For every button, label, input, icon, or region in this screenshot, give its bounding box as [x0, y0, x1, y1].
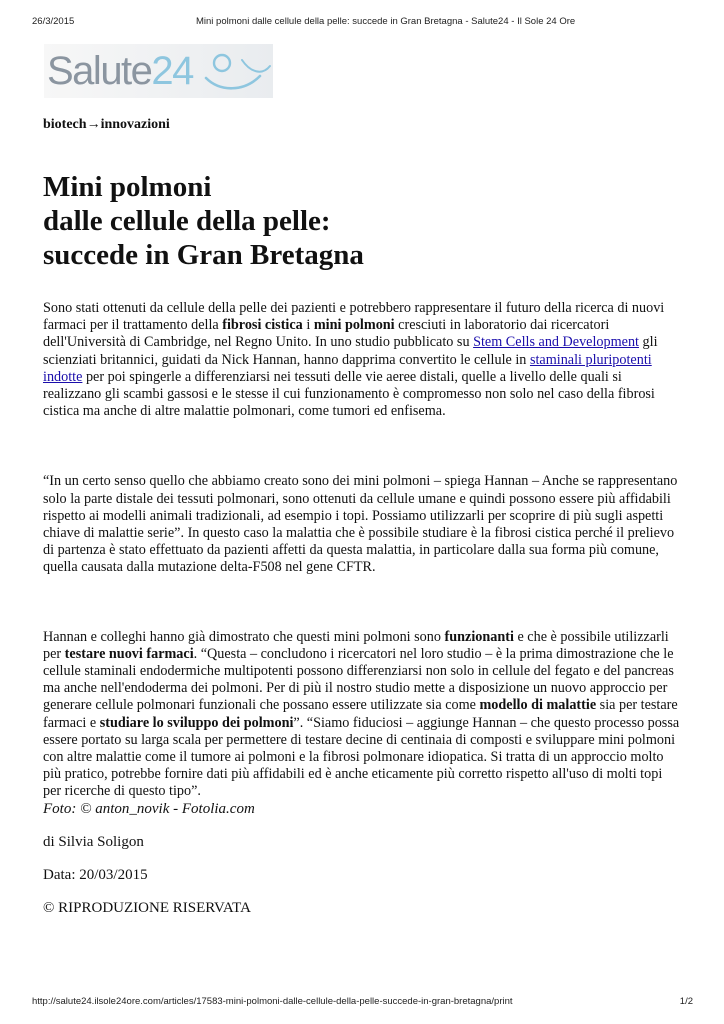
article-paragraph-2: “In un certo senso quello che abbiamo creato sono dei mini polmoni – spiega Hannan – Anche se rappresentano solo la parte distale dei tessuti polmonari, sono ottenuti da cellule umane e quindi possono essere più affidabili rispetto ai modelli animali tradizionali, ad esempio i topi. Possiamo utilizzarli per scoprire di più sugli aspetti chiave di malattie serie”. In questo caso la malattia che è possibile studiare è la fibrosi cistica perché il prelievo di partenza è stato effettuato da pazienti affetti da questa malattia, in particolare dalla sua forma più comune, quella causata dalla mutazione delta-F508 nel gene CFTR.	[43, 473, 678, 576]
author: di Silvia Soligon	[43, 833, 144, 850]
article-content	[43, 116, 683, 917]
breadcrumb-subsection[interactable]: innovazioni	[100, 117, 170, 132]
publish-date: Data: 20/03/2015	[43, 867, 148, 884]
title-line: succede in Gran Bretagna	[43, 239, 364, 271]
title-line: dalle cellule della pelle:	[43, 205, 331, 237]
paragraph-text: e che è possibile utilizzarli per	[43, 628, 669, 662]
logo-word: Salute	[47, 49, 152, 93]
paragraph-text: ”. “Siamo fiduciosi – aggiunge Hannan – che questo processo possa essere portato su larga scala per permettere di testare decine di centinaia di composti e sviluppare mini polmoni con altre malattie come il tumore ai polmoni e la fibrosi polmonare idiopatica. Si tratta di un approccio molto più pratico, potrebbe fornire dati più affidabili ed è anche eticamente più corretto rispetto all'uso di molti topi per ricerche di questo tipo”.	[43, 714, 680, 800]
article-paragraph-1	[43, 300, 683, 420]
title-line: Mini polmoni	[43, 171, 212, 203]
article-paragraph-3	[43, 629, 683, 801]
logo-number: 24	[151, 49, 193, 93]
paragraph-text: per poi spingerle a differenziarsi nei tessuti delle vie aeree distali, quelle a livello delle quali si realizzano gli scambi gassosi e le stesse il cui funzionamento è compromesso non solo nel caso della fibrosi cistica ma anche di altre malattie polmonari, come tumori ed enfisema.	[43, 368, 655, 420]
salute24-logo[interactable]	[44, 44, 273, 98]
paragraph-text: sia per testare farmaci e	[43, 697, 678, 731]
paragraph-text: . “Questa – concludono i ricercatori nel loro studio – è la prima dimostrazione che le cellule staminali endodermiche multipotenti possono differenziarsi non solo in cellule del fegato e del pancreas ma anche nell'endoderma dei polmoni. Per di più il nostro studio mette a disposizione un nuovo approccio per generare cellule polmonari funzionali che possano essere utilizzate sia come	[43, 645, 674, 714]
paragraph-text: gli scienziati britannici, guidati da Nick Hannan, hanno dapprima convertito le cellule in	[43, 334, 658, 368]
bold-text: funzionanti	[444, 628, 514, 645]
paragraph-text: i	[302, 317, 314, 334]
photo-credit: Foto: © anton_novik - Fotolia.com	[43, 800, 255, 817]
paragraph-text: Hannan e colleghi hanno già dimostrato che questi mini polmoni sono	[43, 628, 445, 645]
bold-text: modello di malattie	[479, 697, 597, 714]
breadcrumb-arrow-icon: →	[86, 117, 101, 132]
paragraph-text: cresciuti in laboratorio dai ricercatori dell'Università di Cambridge, nel Regno Unito. In uno studio pubblicato su	[43, 317, 610, 351]
bold-text: testare nuovi farmaci	[64, 645, 194, 662]
bold-text: studiare lo sviluppo dei polmoni	[99, 714, 294, 731]
smile-ribbon-icon	[202, 52, 272, 92]
paragraph-text: Sono stati ottenuti da cellule della pelle dei pazienti e potrebbero rappresentare il futuro della ricerca di nuovi farmaci per il trattamento della	[43, 300, 665, 334]
bold-text: fibrosi cistica	[222, 317, 303, 334]
breadcrumb-section[interactable]: biotech	[43, 117, 87, 132]
article-title	[43, 170, 683, 272]
breadcrumb	[43, 116, 683, 138]
journal-link[interactable]: Stem Cells and Development	[473, 334, 639, 351]
logo-wordmark	[47, 48, 193, 94]
page-number: 1/2	[679, 996, 693, 1007]
print-date: 26/3/2015	[32, 16, 75, 27]
print-url: http://salute24.ilsole24ore.com/articles/17583-mini-polmoni-dalle-cellule-della-pelle-succede-in-gran-bretagna/print	[32, 996, 513, 1007]
copyright-notice: © RIPRODUZIONE RISERVATA	[43, 900, 251, 917]
stem-cells-link[interactable]: staminali pluripotenti indotte	[43, 351, 652, 385]
bold-text: mini polmoni	[313, 317, 395, 334]
print-page-title: Mini polmoni dalle cellule della pelle: succede in Gran Bretagna - Salute24 - Il Sole 24 Ore	[196, 16, 576, 27]
